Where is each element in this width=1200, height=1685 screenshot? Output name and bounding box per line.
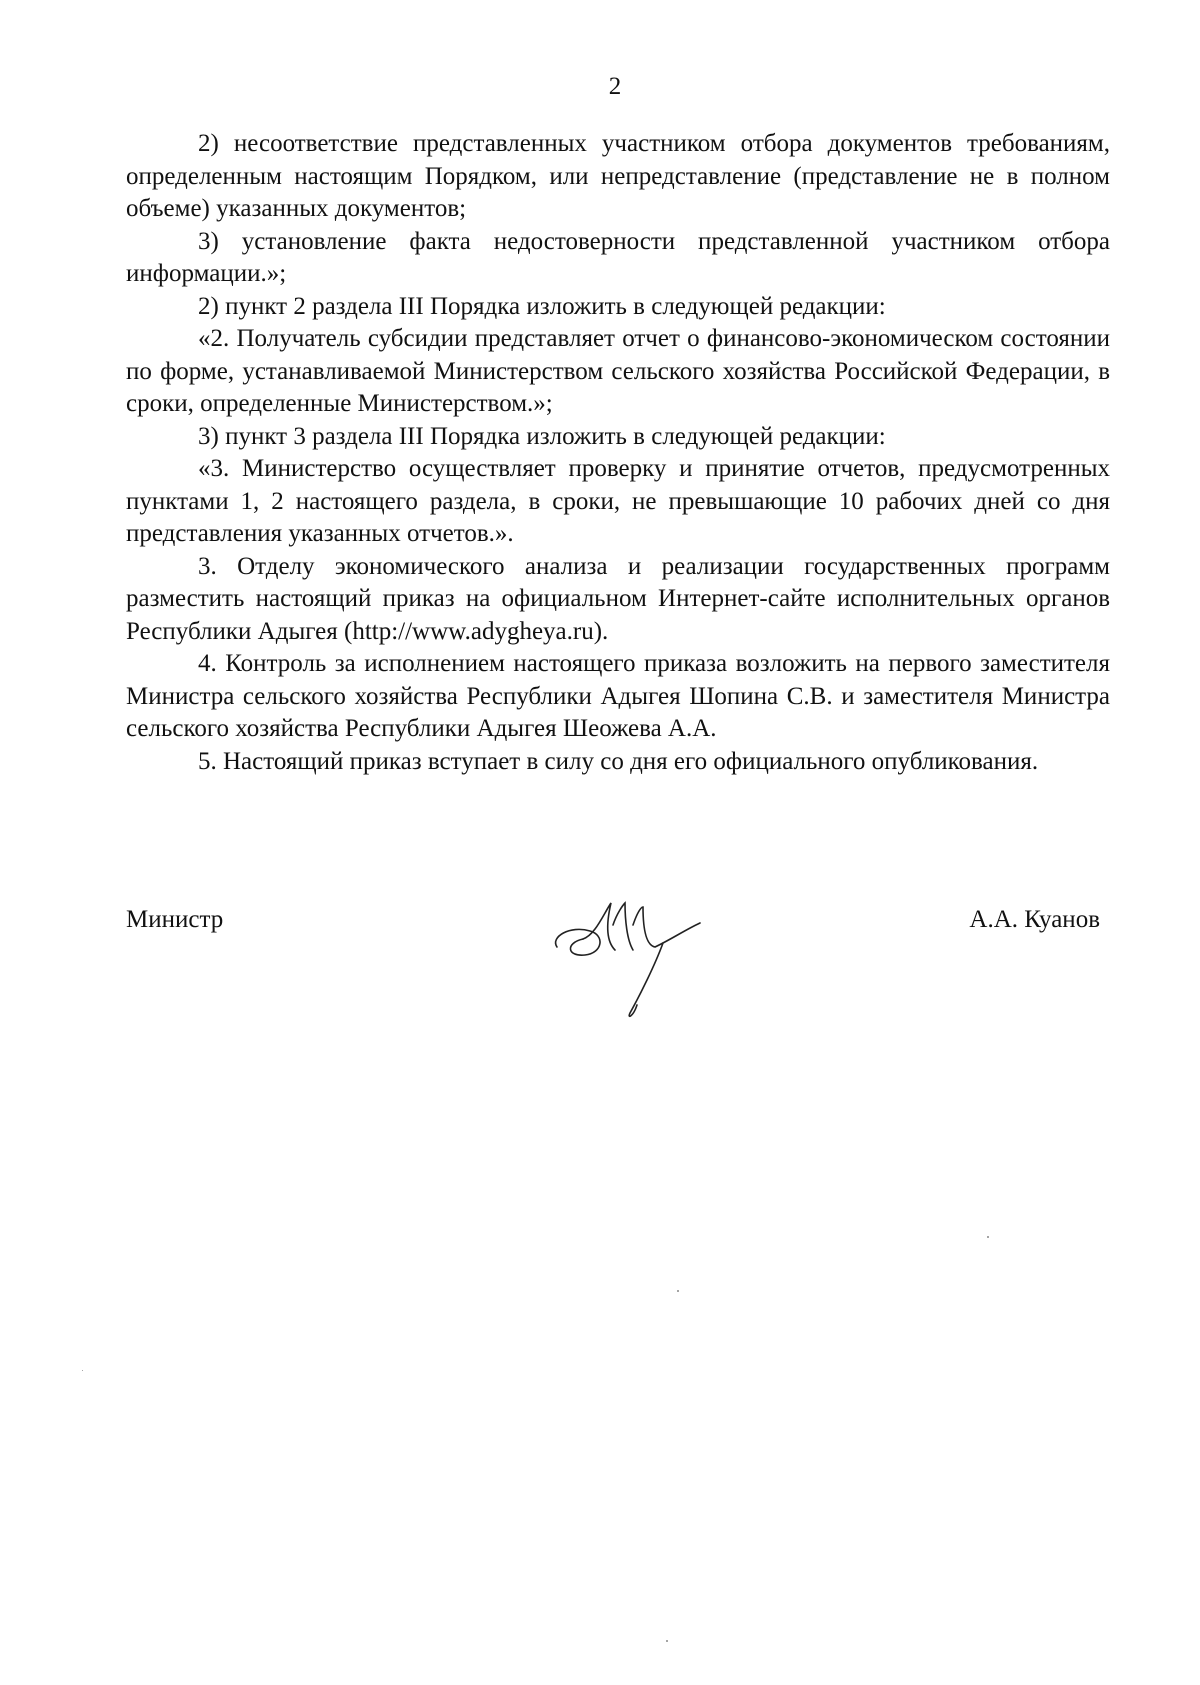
paragraph-amendment-2-intro: 2) пункт 2 раздела III Порядка изложить в следующей редакции: bbox=[198, 292, 886, 320]
scan-speck bbox=[82, 1370, 83, 1371]
paragraph-amendment-3-intro: 3) пункт 3 раздела III Порядка изложить в следующей редакции: bbox=[198, 422, 886, 450]
paragraph-amendment-3-text: «3. Министерство осуществляет проверку и принятие отчетов, предусмотренных пунктами 1, 2 настоящего раздела, в сроки, не превышающие 10 рабочих дней со дня представления указанных отчетов.». bbox=[126, 455, 1110, 547]
scan-speck bbox=[666, 1640, 668, 1642]
paragraph-rejection-reason-2: 2) несоответствие представленных участником отбора документов требованиям, определенным настоящим Порядком, или непредставление (представление не в полном объеме) указанных документов; bbox=[126, 130, 1110, 222]
document-body bbox=[126, 128, 1110, 778]
handwritten-signature bbox=[545, 895, 715, 1025]
page-number: 2 bbox=[608, 73, 622, 100]
paragraph-order-item-5: 5. Настоящий приказ вступает в силу со дня его официального опубликования. bbox=[198, 747, 1039, 775]
scan-speck bbox=[677, 1290, 679, 1292]
paragraph-order-item-3: 3. Отделу экономического анализа и реализации государственных программ разместить настоящий приказ на официальном Интернет-сайте исполнительных органов Республики Адыгея (http://www.adygheya.ru). bbox=[126, 552, 1110, 645]
signatory-name: А.А. Куанов bbox=[969, 906, 1100, 933]
signatory-title: Министр bbox=[126, 906, 224, 933]
scan-speck bbox=[987, 1236, 989, 1238]
paragraph-amendment-2-text: «2. Получатель субсидии представляет отчет о финансово-экономическом состоянии по форме, устанавливаемой Министерством сельского хозяйства Российской Федерации, в сроки, определенные Министерством.»; bbox=[126, 325, 1110, 417]
paragraph-order-item-4: 4. Контроль за исполнением настоящего приказа возложить на первого заместителя Министра сельского хозяйства Республики Адыгея Шопина С.В. и заместителя Министра сельского хозяйства Республики Адыгея Шеожева А.А. bbox=[126, 650, 1110, 742]
paragraph-rejection-reason-3: 3) установление факта недостоверности представленной участником отбора информации.»; bbox=[126, 227, 1110, 287]
